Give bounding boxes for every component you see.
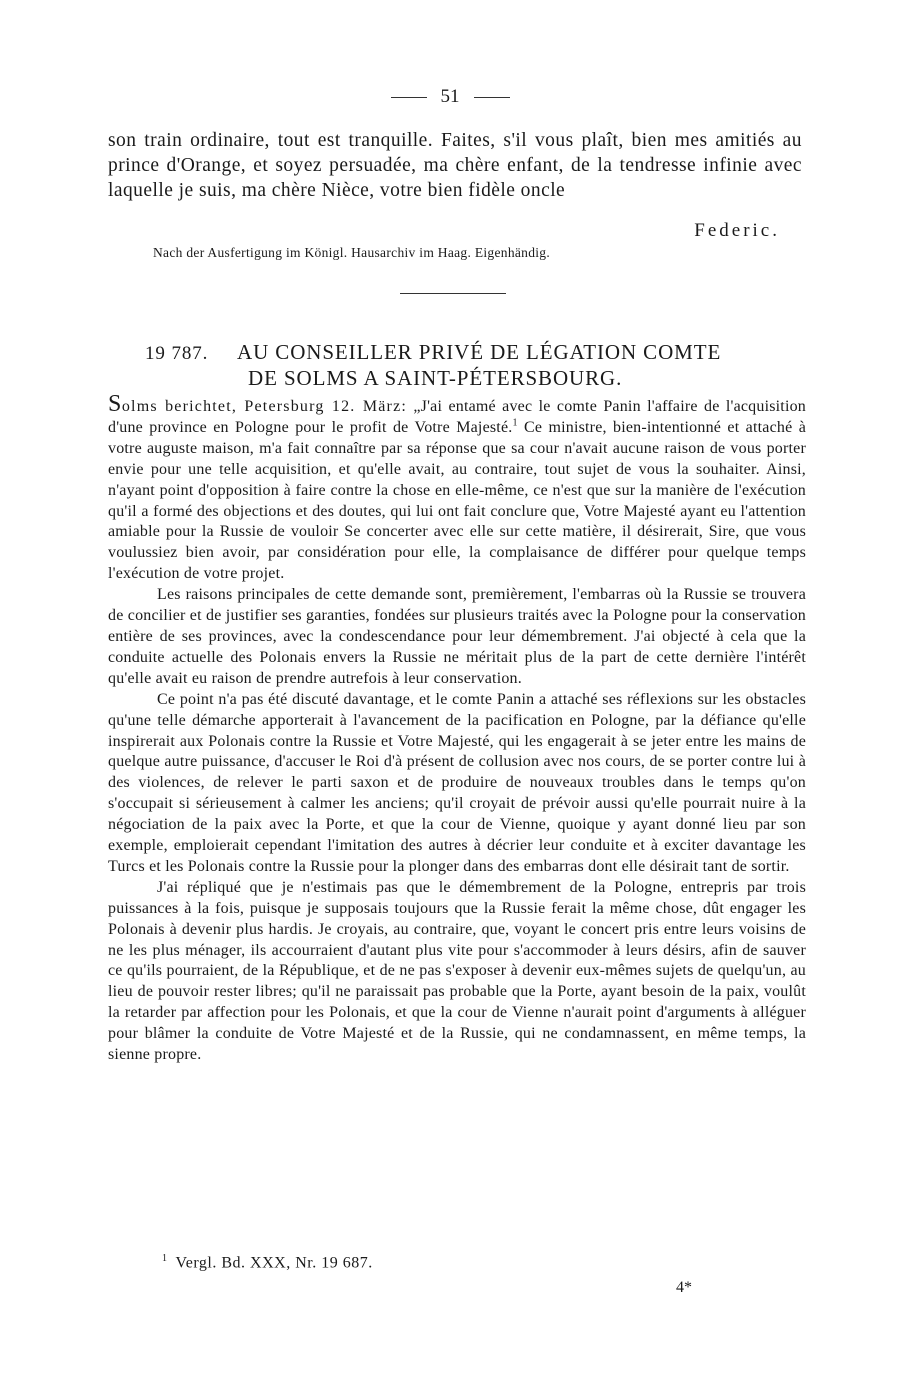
page-number-header — [0, 86, 900, 108]
footnote-mark: 1 — [162, 1253, 168, 1264]
paragraph-1-continued: Ce ministre, bien-intentionné et attaché à votre auguste maison, m'a fait connaître par sa réponse que sa cour n'avait aucune raison de vous porter envie pour une telle acquisition, et qu'elle avait, au contraire, tout sujet de vous la souhaiter. Ainsi, n'ayant point d'opposition à faire contre la chose en elle-même, ce n'est que sur la manière de l'exécution qu'il a formé des objections et des doutes, qui lui ont fait conclure que, Votre Majesté ayant eu l'attention amiable pour la Russie de vouloir Se concerter avec elle sur cette matière, il désirerait, Sire, que vous voulussiez bien avoir, par considération pour elle, la complaisance de différer pour quelque temps l'exécution de votre projet. — [108, 418, 806, 583]
previous-letter-ending: son train ordinaire, tout est tranquille. Faites, s'il vous plaît, bien mes amitiés au prince d'Orange, et soyez persuadée, ma chère enfant, de la tendresse infinie avec laquelle je suis, ma chère Nièce, votre bien fidèle oncle — [108, 130, 802, 201]
paragraph-2: Les raisons principales de cette demande sont, premièrement, l'embarras où la Russie se trouvera de concilier et de justifier ses garanties, fondées sur plusieurs traités avec la Pologne pour la conservation entière de ses provinces, avec la condescendance pour leur démembrement. J'ai objecté à cela que la conduite actuelle des Polonais envers la Russie ne méritait plus de la part de cette dernière l'intérêt qu'elle avait eu raison de prendre autrefois à leur conservation. — [108, 586, 806, 687]
drop-cap: S — [108, 391, 122, 417]
section-separator — [400, 293, 506, 294]
report-intro: olms berichtet, Petersburg 12. März: — [121, 398, 408, 415]
footnote-text: Vergl. Bd. XXX, Nr. 19 687. — [175, 1254, 373, 1272]
left-dash-divider — [391, 97, 427, 98]
footnote-reference: 1 — [512, 417, 518, 429]
paragraph-3: Ce point n'a pas été discuté davantage, et le comte Panin a attaché ses réflexions sur les obstacles qu'une telle démarche apporterait à l'avancement de la pacification en Pologne, par la défiance qu'elle inspirerait aux Polonais contre la Russie et Votre Majesté, qui les engagerait à se jeter entre les mains de quelque autre puissance, d'accuser le Roi d'à présent de collusion avec nos cours, de se porter contre lui à des violences, de relever le parti saxon et de produire de nouveaux troubles dans le temps qu'on s'occupait si sérieusement à calmer les anciens; qu'il croyait de prévoir aussi qu'elle pourrait nuire à la négociation de la paix avec la Porte, et que la cour de Vienne, quoique y ayant donné lieu par son exemple, emploierait cependant l'imitation des autres à décrier leur conduite et à exciter davantage les Turcs et les Polonais contre la Russie pour la plonger dans des embarras dont elle désirait tant de sortir. — [108, 690, 806, 875]
document-heading — [145, 340, 785, 391]
paragraph-1-text: „J'ai entamé avec le comte Panin l'affaire de l'acquisition d'une province en Pologne pour le profit de Votre Majesté. — [108, 398, 806, 436]
document-number: 19 787. — [145, 343, 209, 364]
paragraph-1 — [108, 391, 806, 585]
document-heading-line1 — [145, 340, 785, 365]
paragraph-4: J'ai répliqué que je n'estimais pas que le démembrement de la Pologne, entrepris par trois puissances à la fois, puisque je supposais toujours que la Russie ferait la même chose, dût engager les Polonais à devenir plus hardis. Je croyais, au contraire, que, voyant le concert pris entre leurs voisins de ne les plus ménager, ils accourraient d'autant plus vite pour s'accommoder à leurs désirs, afin de sauver ce qu'ils pourraient, de la République, et de ne pas s'exposer à devenir eux-mêmes sujets de quelqu'un, au lieu de pouvoir rester libres; qu'il ne paraissait pas probable que la Porte, ayant besoin de la paix, voulût la retarder par affection pour les Polonais, et que la cour de Vienne n'aurait point d'arguments à alléguer pour blâmer la conduite de Votre Majesté et de la Russie, qui ne condamnassent, en même temps, la sienne propre. — [108, 878, 806, 1064]
letter-signature: Federic. — [694, 220, 780, 241]
right-dash-divider — [474, 97, 510, 98]
document-body — [108, 391, 806, 1066]
printer-signature-mark: 4* — [676, 1279, 692, 1296]
document-title-line1: AU CONSEILLER PRIVÉ DE LÉGATION COMTE — [237, 340, 722, 364]
source-note: Nach der Ausfertigung im Königl. Hausarchiv im Haag. Eigenhändig. — [153, 245, 551, 260]
page-number: 51 — [440, 86, 460, 107]
document-title-line2: DE SOLMS A SAINT-PÉTERSBOURG. — [248, 366, 623, 390]
footnote — [162, 1253, 373, 1272]
